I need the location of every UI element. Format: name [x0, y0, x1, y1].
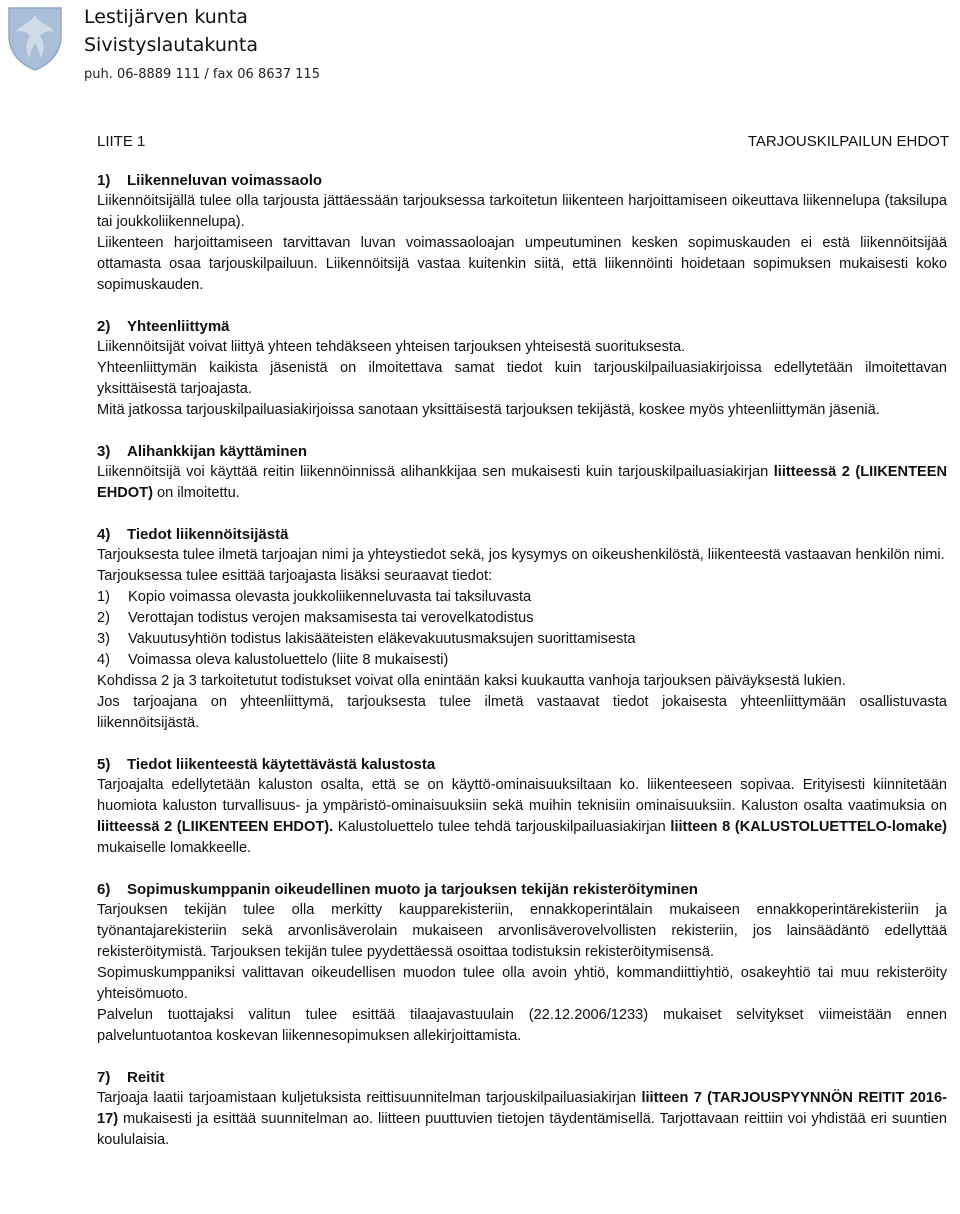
section-1	[97, 170, 947, 296]
section-3	[97, 441, 947, 504]
appendix-label: LIITE 1	[97, 133, 146, 150]
list-text: Vakuutusyhtiön todistus lakisääteisten eläkevakuutusmaksujen suorittamisesta	[128, 631, 636, 647]
appendix-reference: liitteessä 2 (LIIKENTEEN EHDOT)	[97, 464, 948, 501]
section-5	[97, 754, 947, 859]
paragraph: Sopimuskumppaniksi valittavan oikeudellisen muodon tulee olla avoin yhtiö, kommandiittiyhtiö, osakeyhtiö tai muu rekisteröity yhteisömuoto.	[97, 965, 947, 1002]
section-7	[97, 1067, 947, 1151]
list-number: 1)	[97, 589, 110, 605]
paragraph: Jos tarjoajana on yhteenliittymä, tarjouksesta tulee ilmetä vastaavat tiedot jokaisesta yhteenliittymään osallistuvasta liikennöitsijästä.	[97, 694, 947, 731]
paragraph	[97, 775, 947, 859]
paragraph: Yhteenliittymän kaikista jäsenistä on ilmoitettava samat tiedot kuin tarjouskilpailuasiakirjoissa edellytetään ilmoitettavan yksittäisestä tarjoajasta.	[97, 360, 947, 397]
title-row	[97, 130, 947, 154]
section-heading	[97, 879, 947, 900]
section-title: Tiedot liikenteestä käytettävästä kalustosta	[127, 756, 436, 773]
department-name: Sivistyslautakunta	[84, 34, 259, 56]
section-heading	[97, 754, 947, 775]
appendix-reference: liitteen 8 (KALUSTOLUETTELO-lomake)	[670, 819, 947, 835]
section-title: Sopimuskumppanin oikeudellinen muoto ja tarjouksen tekijän rekisteröityminen	[127, 881, 698, 898]
paragraph	[97, 1088, 947, 1151]
section-heading	[97, 1067, 947, 1088]
paragraph: Tarjouksen tekijän tulee olla merkitty kaupparekisteriin, ennakkoperintälain mukaiseen ennakkoperintärekisteriin ja työnantajarekisteriin sekä arvonlisäverolain mukaiseen arvonlisäverovelvollisten rekisteriin, jos lainsäädäntö edellyttää rekisteröitymistä. Tarjouksen tekijän tulee pyydettäessä osoittaa todistuksin rekisteröitymisensä.	[97, 902, 947, 960]
section-title: Reitit	[127, 1069, 165, 1086]
text-run: Tarjoajalta edellytetään kaluston osalta, että se on käyttö-ominaisuuksiltaan ko. liikenteeseen sopivaa. Erityisesti kiinnitetään huomiota kaluston turvallisuus- ja ympäristö-ominaisuuksiin sekä muihin teknisiin ominaisuuksiin. Kaluston osalta vaatimuksia on	[97, 777, 947, 814]
list-number: 3)	[97, 631, 110, 647]
section-title: Yhteenliittymä	[127, 318, 230, 335]
section-number: 1)	[97, 172, 111, 189]
document-body	[97, 130, 947, 1171]
list-item	[97, 608, 947, 629]
list-item	[97, 650, 947, 671]
list-item	[97, 629, 947, 650]
paragraph: Tarjouksesta tulee ilmetä tarjoajan nimi ja yhteystiedot sekä, jos kysymys on oikeushenkilöstä, liikenteestä vastaavan henkilön nimi.	[97, 547, 945, 563]
section-number: 4)	[97, 526, 111, 543]
text-run: on ilmoitettu.	[152, 485, 240, 501]
section-4	[97, 524, 947, 734]
list-number: 2)	[97, 610, 110, 626]
paragraph: Tarjouksessa tulee esittää tarjoajasta lisäksi seuraavat tiedot:	[97, 568, 493, 584]
section-title: Liikenneluvan voimassaolo	[127, 172, 323, 189]
section-number: 3)	[97, 443, 111, 460]
paragraph	[97, 462, 947, 504]
paragraph: Mitä jatkossa tarjouskilpailuasiakirjoissa sanotaan yksittäisestä tarjouksen tekijästä, koskee myös yhteenliittymän jäseniä.	[97, 402, 880, 418]
paragraph: Liikenteen harjoittamiseen tarvittavan luvan voimassaoloajan umpeutuminen kesken sopimuskauden ei estä liikennöitsijää ottamasta osaa tarjouskilpailuun. Liikennöitsijä vastaa kuitenkin siitä, että liikennöinti hoidetaan sopimuksen mukaisesti koko sopimuskauden.	[97, 235, 947, 293]
paragraph: Liikennöitsijällä tulee olla tarjousta jättäessään tarjouksessa tarkoitetun liikenteen harjoittamiseen oikeuttava liikennelupa (taksilupa tai joukkoliikennelupa).	[97, 193, 947, 230]
section-heading	[97, 524, 947, 545]
contact-info: puh. 06-8889 111 / fax 06 8637 115	[84, 67, 320, 82]
section-number: 6)	[97, 881, 111, 898]
section-heading	[97, 441, 947, 462]
section-heading	[97, 170, 947, 191]
section-number: 7)	[97, 1069, 111, 1086]
text-run: Kalustoluettelo tulee tehdä tarjouskilpailuasiakirjan	[333, 819, 671, 835]
text-run: Liikennöitsijä voi käyttää reitin liikennöinnissä alihankkijaa sen mukaisesti kuin tarjouskilpailuasiakirjan	[97, 464, 774, 480]
appendix-reference: liitteessä 2 (LIIKENTEEN EHDOT).	[97, 819, 334, 835]
section-number: 2)	[97, 318, 111, 335]
section-title: Tiedot liikennöitsijästä	[127, 526, 289, 543]
paragraph: Palvelun tuottajaksi valitun tulee esittää tilaajavastuulain (22.12.2006/1233) mukaiset selvitykset viimeistään ennen palveluntuotantoa koskevan liikennesopimuksen allekirjoittamista.	[97, 1007, 947, 1044]
municipal-crest-icon	[6, 6, 64, 72]
letterhead	[84, 4, 320, 88]
text-run: mukaiselle lomakkeelle.	[97, 840, 252, 856]
document-title: TARJOUSKILPAILUN EHDOT	[747, 133, 949, 150]
list-number: 4)	[97, 652, 110, 668]
section-heading	[97, 316, 947, 337]
section-number: 5)	[97, 756, 111, 773]
appendix-reference: liitteen 7 (TARJOUSPYYNNÖN REITIT 2016-17)	[97, 1090, 947, 1127]
section-title: Alihankkijan käyttäminen	[127, 443, 308, 460]
paragraph: Liikennöitsijät voivat liittyä yhteen tehdäkseen yhteisen tarjouksen yhteisestä suorituksesta.	[97, 339, 686, 355]
list-text: Verottajan todistus verojen maksamisesta tai verovelkatodistus	[128, 610, 534, 626]
list-item	[97, 587, 947, 608]
section-6	[97, 879, 947, 1047]
text-run: Tarjoaja laatii tarjoamistaan kuljetuksista reittisuunnitelman tarjouskilpailuasiakirjan	[97, 1090, 642, 1106]
text-run: mukaisesti ja esittää suunnitelman ao. liitteen puuttuvien tietojen täydentämisellä. Tarjottavaan reittiin voi yhdistää eri suuntien koululaisia.	[97, 1111, 947, 1148]
list-text: Kopio voimassa olevasta joukkoliikenneluvasta tai taksiluvasta	[128, 589, 532, 605]
paragraph: Kohdissa 2 ja 3 tarkoitetutut todistukset voivat olla enintään kaksi kuukautta vanhoja tarjouksen päiväyksestä lukien.	[97, 673, 846, 689]
org-name: Lestijärven kunta	[84, 6, 248, 28]
list-text: Voimassa oleva kalustoluettelo (liite 8 mukaisesti)	[128, 652, 449, 668]
section-2	[97, 316, 947, 421]
